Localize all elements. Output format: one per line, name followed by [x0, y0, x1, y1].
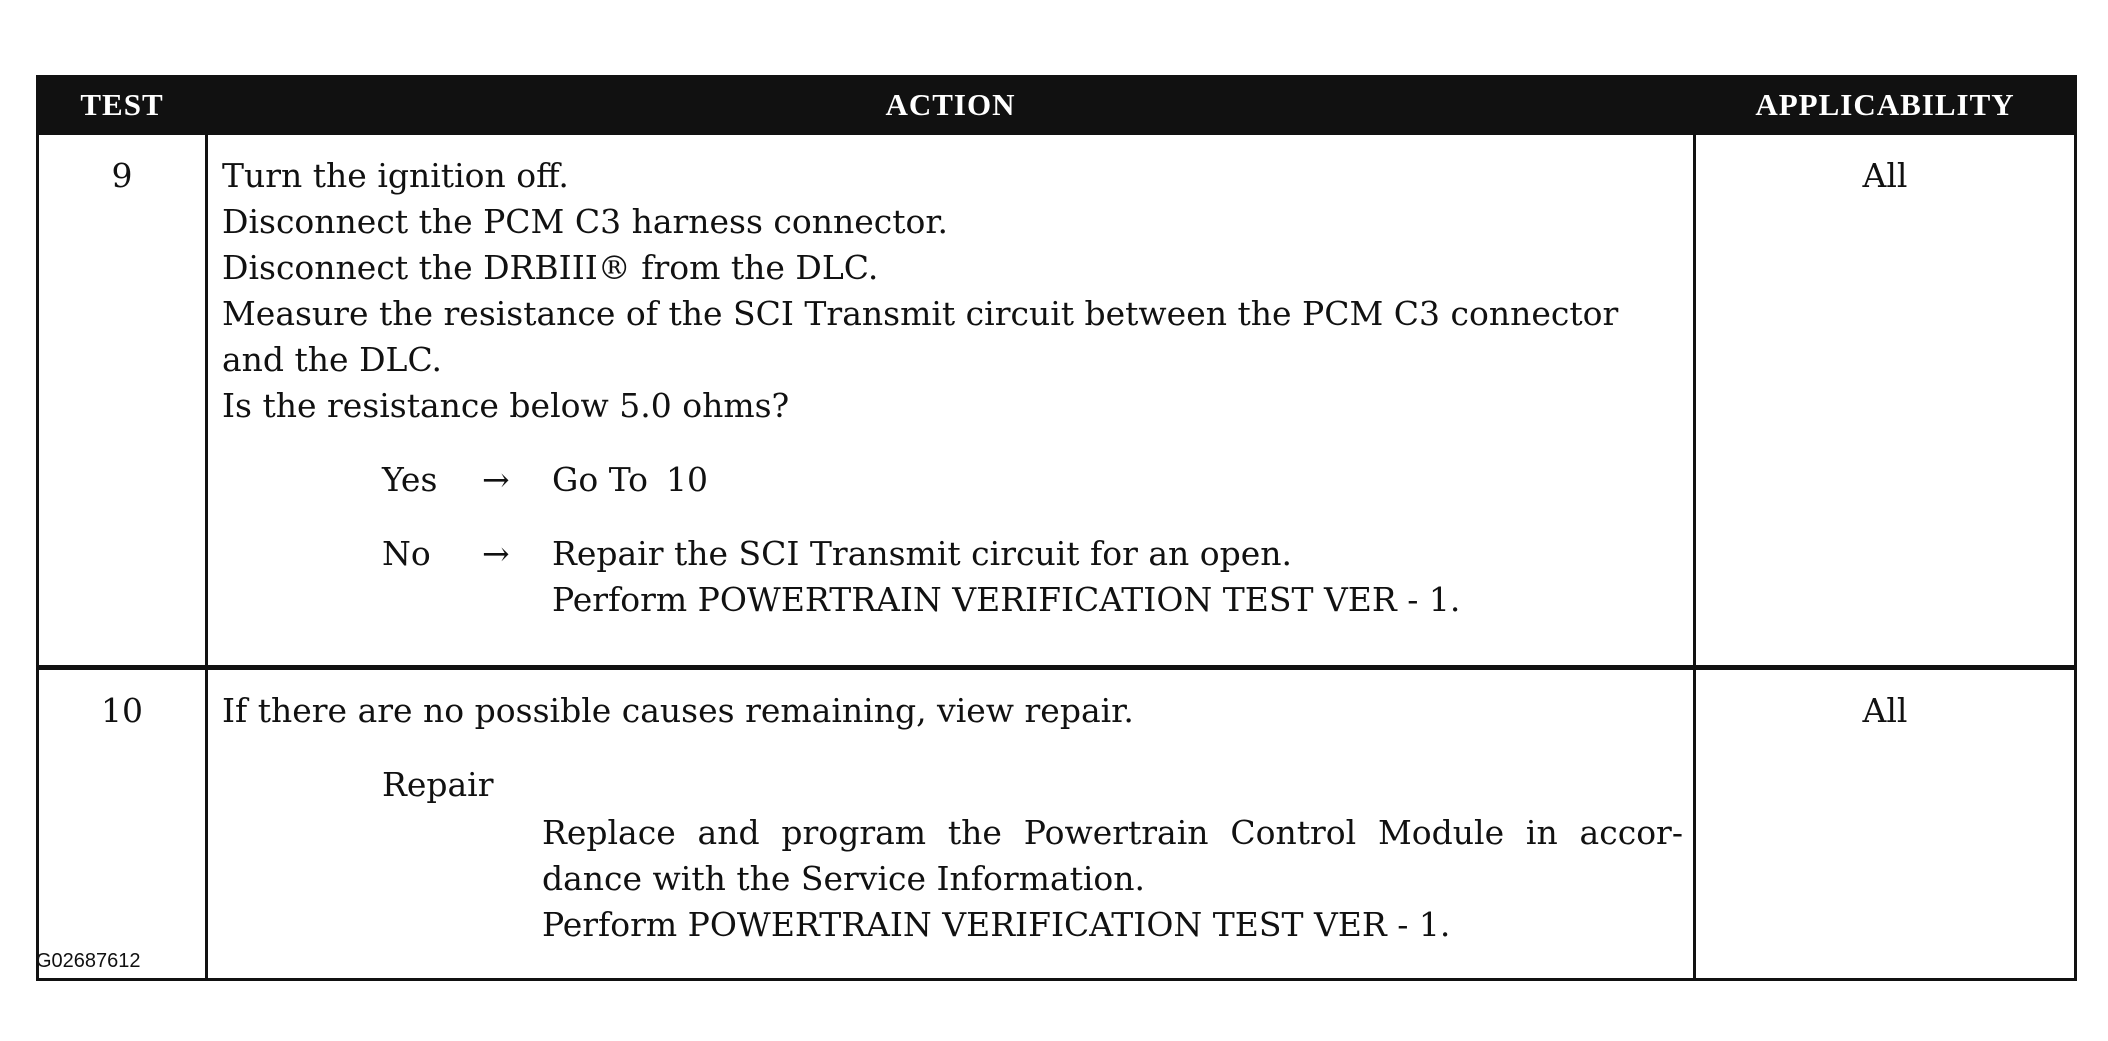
step-line: Measure the resistance of the SCI Transmit circuit between the PCM C3 connector — [222, 294, 1619, 333]
answer-no-line: Perform POWERTRAIN VERIFICATION TEST VER - 1. — [552, 580, 1461, 619]
answer-no-text — [552, 531, 1683, 623]
repair-text — [542, 810, 1683, 948]
action-cell — [207, 668, 1695, 980]
table-row-test-9 — [38, 134, 2076, 668]
answer-no-label: No — [382, 534, 431, 573]
step-line: and the DLC. — [222, 340, 443, 379]
action-cell — [207, 134, 1695, 668]
step-line: Is the resistance below 5.0 ohms? — [222, 386, 790, 425]
answer-yes — [222, 457, 1683, 503]
goto-number: 10 — [666, 460, 709, 499]
applicability-value: All — [1695, 134, 2076, 668]
right-arrow-icon: → — [482, 460, 510, 499]
repair-line: Perform POWERTRAIN VERIFICATION TEST VER - 1. — [542, 905, 1451, 944]
step-line: If there are no possible causes remaining, view repair. — [222, 691, 1134, 730]
answer-yes-text — [552, 457, 1683, 503]
answer-no-line: Repair the SCI Transmit circuit for an open. — [552, 534, 1293, 573]
repair-line: Replace and program the Powertrain Control Module in accor- — [542, 813, 1683, 852]
test-number: 10 — [38, 668, 207, 980]
figure-id: G02687612 — [36, 950, 141, 972]
repair-label: Repair — [382, 765, 494, 804]
answer-no — [222, 531, 1683, 623]
header-action: ACTION — [207, 77, 1695, 134]
step-line: Disconnect the PCM C3 harness connector. — [222, 202, 949, 241]
answer-yes-label: Yes — [382, 460, 438, 499]
header-applicability: APPLICABILITY — [1695, 77, 2076, 134]
repair-block — [222, 762, 1683, 948]
diagnostic-test-table — [36, 75, 2077, 981]
right-arrow-icon: → — [482, 534, 510, 573]
applicability-value: All — [1695, 668, 2076, 980]
repair-line: dance with the Service Information. — [542, 859, 1146, 898]
table-header-row — [38, 77, 2076, 134]
goto-label: Go To — [552, 460, 649, 499]
step-line: Disconnect the DRBIII® from the DLC. — [222, 248, 879, 287]
table-row-test-10 — [38, 668, 2076, 980]
step-line: Turn the ignition off. — [222, 156, 569, 195]
test-number: 9 — [38, 134, 207, 668]
header-test: TEST — [38, 77, 207, 134]
